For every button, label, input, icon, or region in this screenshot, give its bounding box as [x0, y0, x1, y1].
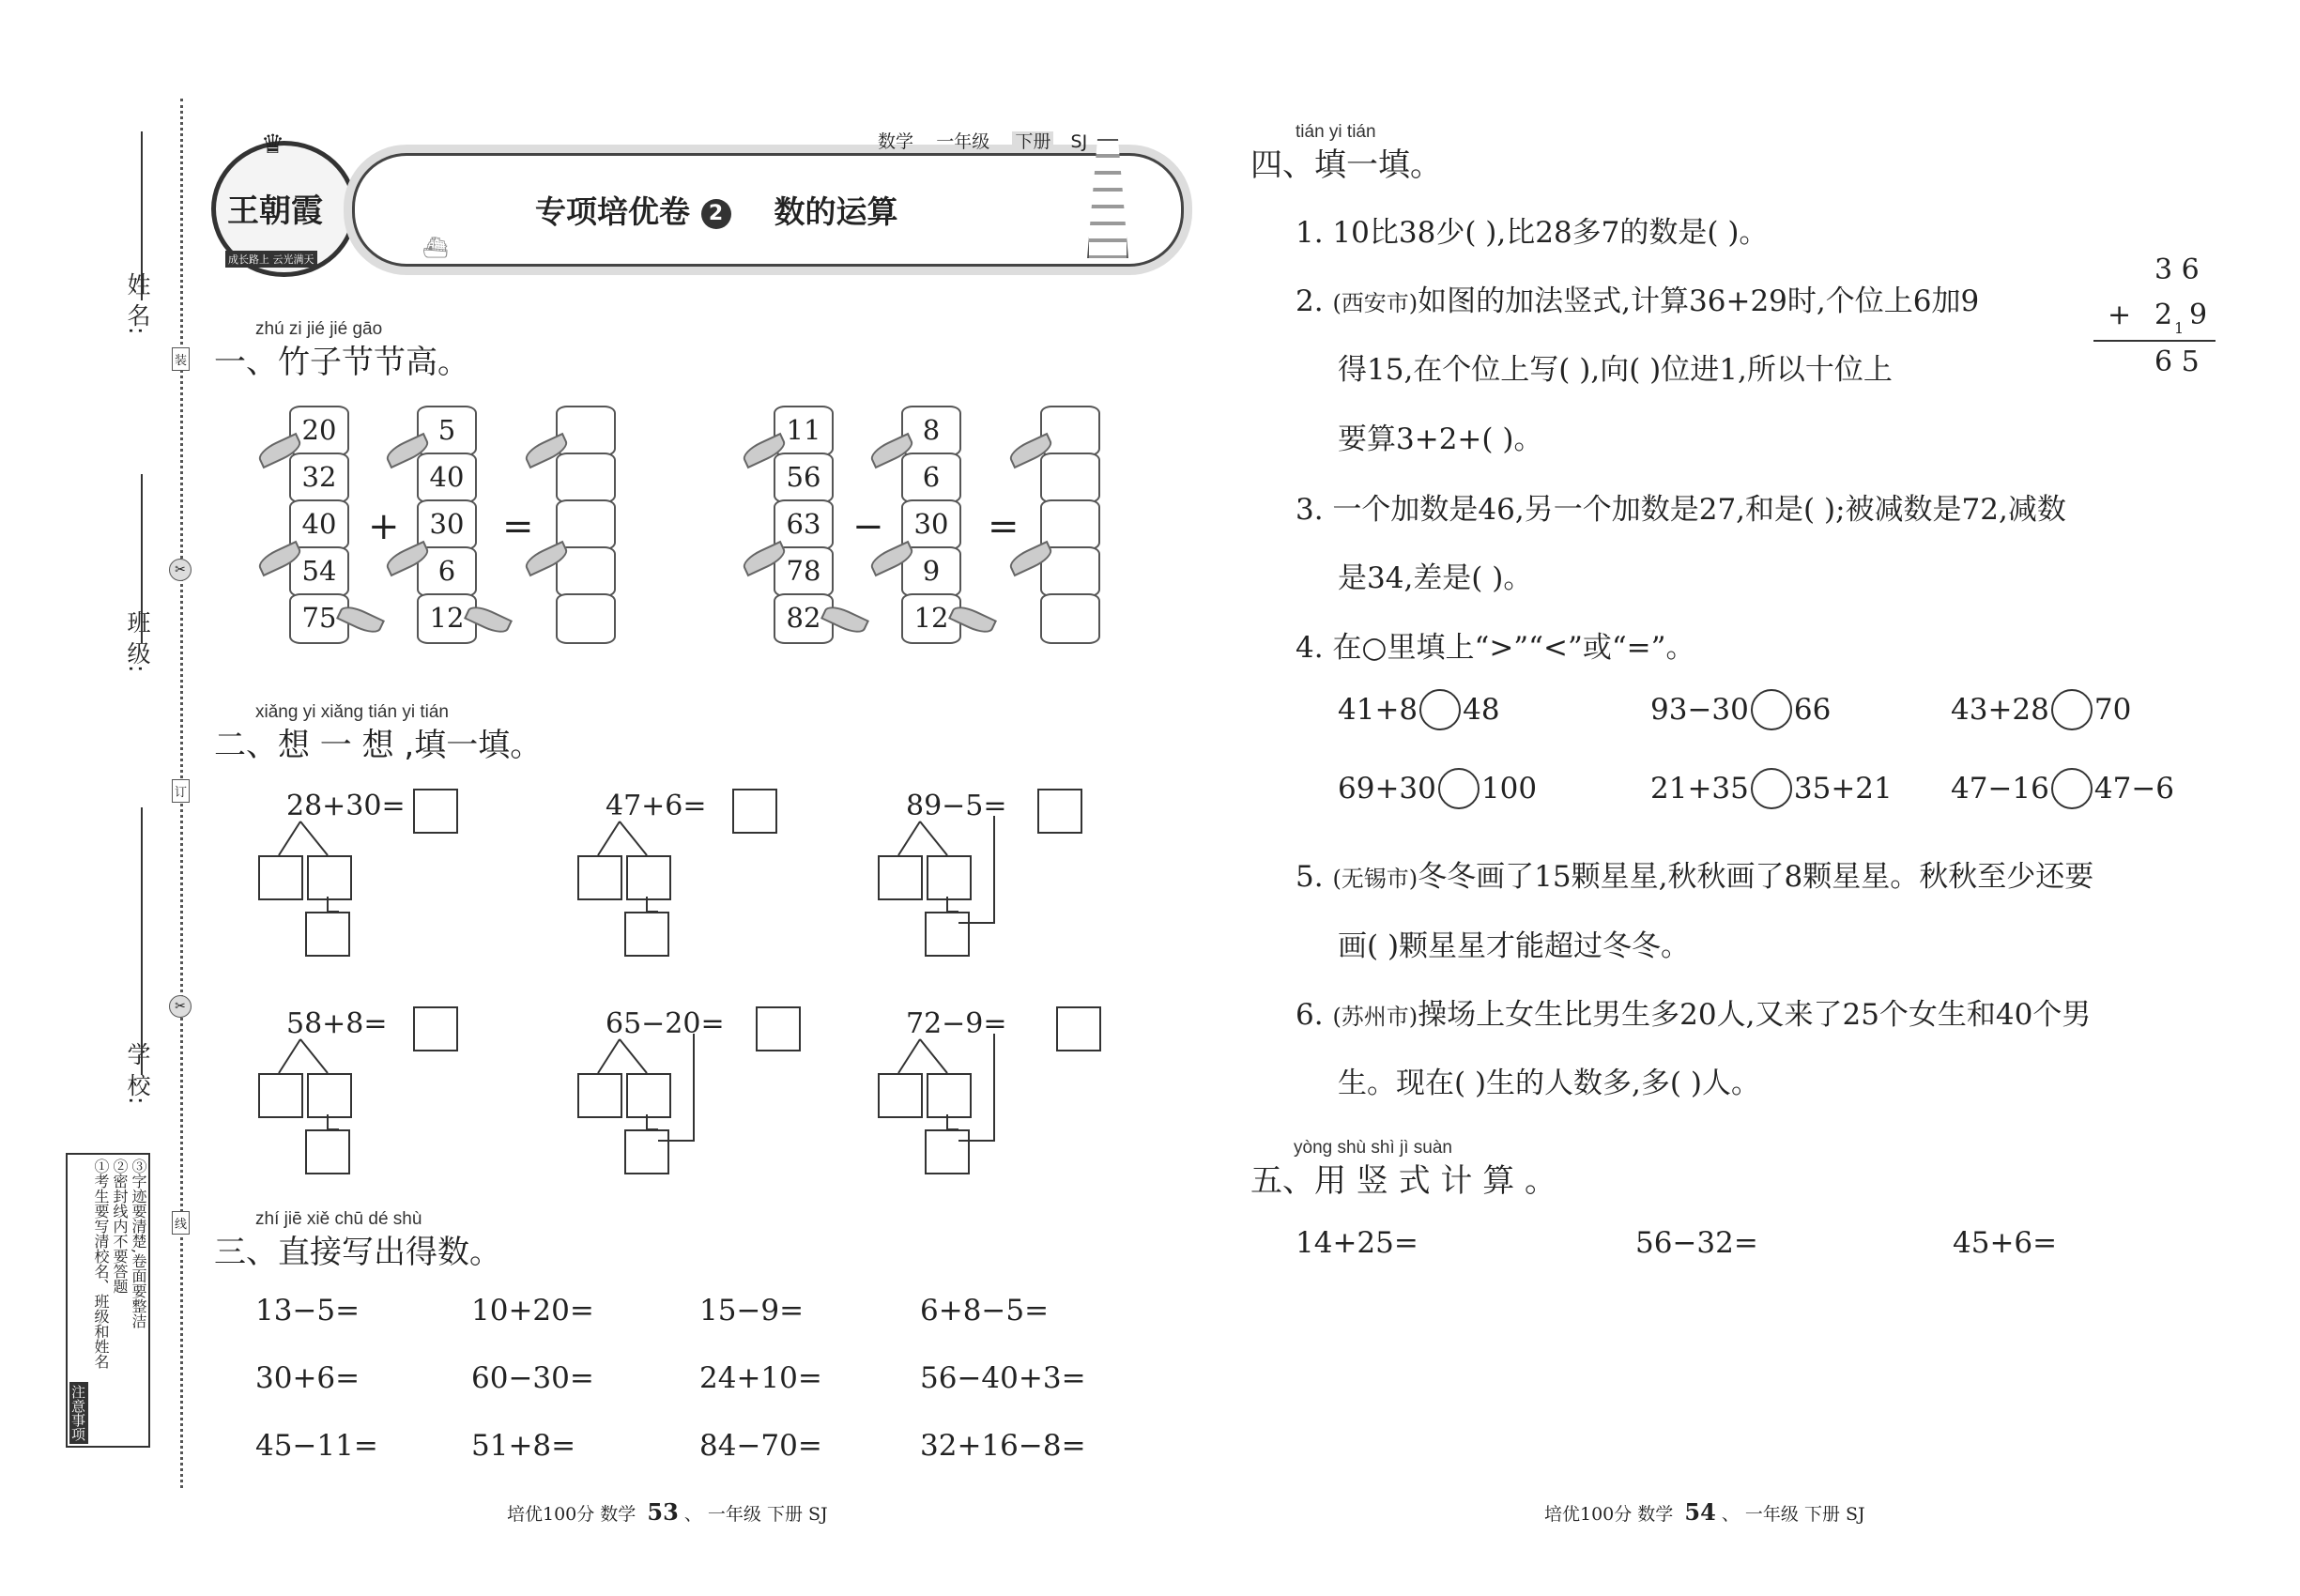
cut-mark: 装	[172, 347, 190, 371]
answer-box[interactable]	[732, 789, 777, 834]
compare-circle[interactable]	[2051, 689, 2093, 730]
school-line	[141, 807, 143, 1075]
s4-title: 四、填一填。	[1250, 146, 1442, 184]
bamboo-value: 82	[786, 602, 821, 634]
name-label: 姓 名:	[124, 272, 151, 335]
bamboo-value: 54	[301, 555, 337, 587]
bamboo-value: 30	[913, 508, 949, 540]
s3-title: 三、直接写出得数。	[214, 1234, 501, 1271]
footer-right	[1544, 1498, 1865, 1526]
answer-box[interactable]	[1056, 1006, 1101, 1051]
logo-crown-icon: ♛	[261, 129, 285, 160]
bamboo-value: 9	[922, 555, 941, 587]
title-number: 2	[701, 199, 731, 229]
s3-pinyin: zhí jiē xiě chū dé shù	[255, 1209, 422, 1229]
compare-item	[1650, 768, 1893, 809]
logo-slogan: 成长路上 云光满天	[225, 251, 317, 268]
q5-prefix: 5.	[1296, 860, 1324, 894]
s5-item: 45+6=	[1953, 1226, 2058, 1260]
compare-item	[1951, 689, 2131, 730]
bamboo-segment	[289, 453, 349, 503]
split-lines	[249, 1036, 390, 1176]
compare-right: 66	[1793, 693, 1832, 727]
split-expression: 89−5=	[906, 790, 1007, 822]
bamboo-segment	[417, 499, 477, 550]
answer-box[interactable]	[1037, 789, 1082, 834]
op-equals: =	[502, 505, 534, 548]
logo-badge	[211, 129, 357, 277]
bamboo-value: 30	[429, 508, 465, 540]
compare-circle[interactable]	[1419, 689, 1461, 730]
split-expression: 72−9=	[906, 1007, 1007, 1040]
cut-mark: 线	[172, 1211, 190, 1235]
compare-item	[1338, 689, 1500, 730]
compare-right: 70	[2093, 693, 2132, 727]
s1-title: 一、竹子节节高。	[214, 344, 469, 381]
compare-item	[1951, 768, 2174, 809]
bamboo-value: 8	[922, 414, 941, 446]
footer-right-post: 、 一年级 下册 SJ	[1721, 1504, 1865, 1525]
bamboo-value: 75	[301, 602, 337, 634]
bamboo-segment	[901, 499, 961, 550]
compare-right: 48	[1463, 693, 1500, 727]
footer-left	[507, 1498, 828, 1526]
oral-calc-item: 6+8−5=	[920, 1294, 1050, 1327]
bamboo-value: 6	[922, 461, 941, 493]
compare-left: 41+8	[1338, 693, 1418, 727]
footer-left-post: 、 一年级 下册 SJ	[683, 1504, 828, 1525]
compare-left: 69+30	[1338, 772, 1436, 806]
split-lines	[568, 1036, 709, 1176]
split-expression: 47+6=	[606, 790, 707, 822]
va-carry: 1	[2174, 319, 2185, 337]
oral-calc-item: 13−5=	[255, 1294, 360, 1327]
split-lines	[568, 818, 709, 959]
compare-circle[interactable]	[2051, 768, 2093, 809]
page-number-right: 54	[1684, 1498, 1716, 1526]
notice-item: ①考生要写清校名、班级和姓名	[92, 1159, 110, 1369]
bamboo-answer-segment[interactable]	[556, 453, 616, 503]
s2-pinyin: xiǎng yi xiǎng tián yi tián	[255, 702, 449, 722]
oral-calc-item: 51+8=	[471, 1429, 576, 1463]
scissors-icon: ✂	[169, 995, 192, 1018]
compare-item	[1650, 689, 1831, 730]
compare-item	[1338, 768, 1537, 809]
s1-pinyin: zhú zi jié jié gāo	[255, 319, 383, 339]
split-lines	[868, 1036, 1009, 1176]
bamboo-value: 78	[786, 555, 821, 587]
bamboo-answer-segment[interactable]	[1040, 453, 1100, 503]
q6-prefix: 6.	[1296, 998, 1324, 1032]
q5-line1	[1296, 852, 2093, 895]
oral-calc-item: 24+10=	[699, 1361, 822, 1395]
oral-calc-item: 10+20=	[471, 1294, 594, 1327]
footer-left-pre: 培优100分 数学	[507, 1504, 636, 1525]
compare-right: 47−6	[2093, 772, 2175, 806]
meta-edition: SJ	[1070, 131, 1088, 152]
q2-prefix: 2.	[1296, 284, 1324, 318]
bamboo-value: 6	[437, 555, 456, 587]
q4: 4. 在○里填上“>”“<”或“=”。	[1296, 631, 1695, 665]
bamboo-segment	[417, 453, 477, 503]
op-plus: +	[368, 505, 400, 548]
q5-tag: (无锡市)	[1332, 866, 1418, 892]
va-op: +	[2108, 299, 2132, 331]
s5-item: 56−32=	[1635, 1226, 1758, 1260]
bamboo-segment	[774, 453, 834, 503]
op-equals: =	[988, 505, 1020, 548]
q6-tag: (苏州市)	[1332, 1004, 1418, 1030]
page-title	[535, 188, 897, 232]
bamboo-answer-segment[interactable]	[556, 593, 616, 644]
split-expression: 58+8=	[286, 1007, 388, 1040]
va-top: 3 6	[2154, 253, 2200, 286]
q2-line2: 得15,在个位上写( ),向( )位进1,所以十位上	[1338, 353, 1893, 387]
s5-pinyin: yòng shù shì jì suàn	[1294, 1138, 1452, 1158]
compare-left: 47−16	[1951, 772, 2049, 806]
q6-line1	[1296, 990, 2091, 1033]
oral-calc-item: 60−30=	[471, 1361, 594, 1395]
bamboo-value: 40	[301, 508, 337, 540]
va-rule	[2093, 340, 2216, 342]
bamboo-answer-segment[interactable]	[556, 499, 616, 550]
name-line	[141, 131, 143, 300]
ship-icon: ⛴	[422, 237, 449, 260]
split-lines	[868, 818, 1009, 959]
bamboo-value: 20	[301, 414, 337, 446]
q2-line1	[1296, 277, 1979, 319]
s4-pinyin: tián yi tián	[1296, 122, 1376, 142]
compare-circle[interactable]	[1751, 689, 1792, 730]
oral-calc-item: 56−40+3=	[920, 1361, 1086, 1395]
meta-grade: 一年级	[936, 131, 990, 152]
header-meta	[878, 128, 1087, 153]
s5-item: 14+25=	[1296, 1226, 1418, 1260]
q5-line2: 画( )颗星星才能超过冬冬。	[1338, 929, 1691, 963]
compare-left: 93−30	[1650, 693, 1749, 727]
bamboo-segment	[901, 453, 961, 503]
compare-left: 43+28	[1951, 693, 2049, 727]
title-prefix: 专项培优卷	[535, 193, 690, 230]
bamboo-value: 32	[301, 461, 337, 493]
q2-tag: (西安市)	[1332, 290, 1418, 316]
cut-mark: 订	[172, 779, 190, 803]
compare-right: 35+21	[1793, 772, 1893, 806]
oral-calc-item: 32+16−8=	[920, 1429, 1086, 1463]
q6-text1: 操场上女生比男生多20人,又来了25个女生和40个男	[1418, 998, 2092, 1032]
oral-calc-item: 30+6=	[255, 1361, 360, 1395]
bamboo-value: 63	[786, 508, 821, 540]
split-lines	[249, 818, 390, 959]
s5-title: 五、用 竖 式 计 算 。	[1250, 1162, 1557, 1200]
meta-volume: 下册	[1012, 131, 1053, 152]
answer-box[interactable]	[413, 789, 458, 834]
title-main: 数的运算	[774, 193, 898, 230]
bamboo-value: 5	[437, 414, 456, 446]
q3-line1: 3. 一个加数是46,另一个加数是27,和是( );被减数是72,减数	[1296, 493, 2066, 527]
bamboo-segment	[289, 499, 349, 550]
bamboo-value: 40	[429, 461, 465, 493]
notice-item: ②密封线内不要答题	[111, 1159, 129, 1294]
oral-calc-item: 84−70=	[699, 1429, 822, 1463]
footer-right-pre: 培优100分 数学	[1544, 1504, 1674, 1525]
q2-line3: 要算3+2+( )。	[1338, 422, 1543, 456]
op-minus: −	[852, 505, 884, 548]
notice-title: 注意事项	[69, 1382, 88, 1444]
notice-box	[66, 1153, 150, 1448]
q3-line2: 是34,差是( )。	[1338, 561, 1533, 595]
page-number-left: 53	[647, 1498, 679, 1526]
bamboo-answer-segment[interactable]	[1040, 499, 1100, 550]
bamboo-value: 12	[913, 602, 949, 634]
class-label: 班 级:	[124, 610, 151, 673]
s2-title: 二、想 一 想 ,填一填。	[214, 727, 543, 764]
meta-subject: 数学	[878, 131, 914, 152]
compare-left: 21+35	[1650, 772, 1749, 806]
compare-right: 100	[1480, 772, 1538, 806]
bamboo-value: 11	[786, 414, 821, 446]
oral-calc-item: 45−11=	[255, 1429, 378, 1463]
logo-brand: 王朝霞	[227, 192, 323, 230]
q6-line2: 生。现在( )生的人数多,多( )人。	[1338, 1067, 1760, 1100]
notice-item: ③字迹要清楚,卷面要整洁	[130, 1159, 147, 1329]
compare-circle[interactable]	[1438, 768, 1480, 809]
q2-text1: 如图的加法竖式,计算36+29时,个位上6加9	[1418, 284, 1980, 318]
scissors-icon: ✂	[169, 559, 192, 581]
bamboo-segment	[774, 499, 834, 550]
school-label: 学 校:	[124, 1042, 151, 1105]
bamboo-answer-segment[interactable]	[1040, 593, 1100, 644]
bamboo-value: 12	[429, 602, 465, 634]
class-line	[141, 474, 143, 643]
oral-calc-item: 15−9=	[699, 1294, 805, 1327]
q1: 1. 10比38少( ),比28多7的数是( )。	[1296, 216, 1769, 250]
va-result: 6 5	[2154, 345, 2200, 378]
split-expression: 65−20=	[606, 1007, 725, 1040]
compare-circle[interactable]	[1751, 768, 1792, 809]
vertical-addition	[2093, 253, 2216, 385]
bamboo-value: 56	[786, 461, 821, 493]
answer-box[interactable]	[756, 1006, 801, 1051]
va-mid: 2	[2154, 299, 2173, 331]
q5-text1: 冬冬画了15颗星星,秋秋画了8颗星星。秋秋至少还要	[1418, 860, 2094, 894]
va-mid2: 9	[2189, 299, 2208, 331]
answer-box[interactable]	[413, 1006, 458, 1051]
split-expression: 28+30=	[286, 790, 406, 822]
